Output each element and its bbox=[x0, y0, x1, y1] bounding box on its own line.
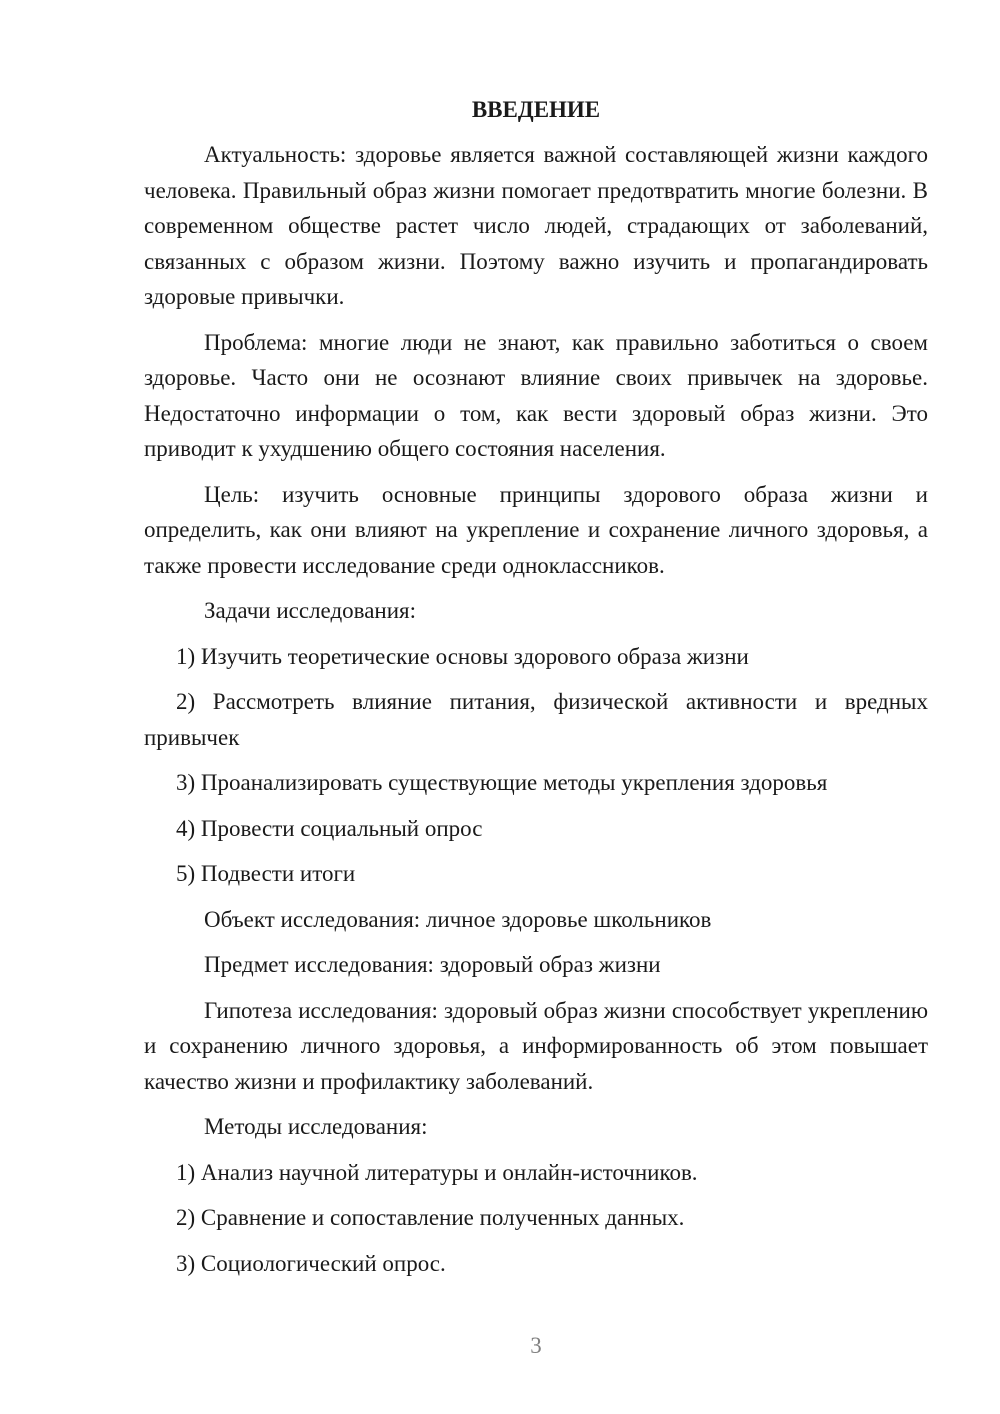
page-content bbox=[144, 92, 928, 1291]
methods-heading: Методы исследования: bbox=[204, 1114, 428, 1139]
hypothesis-paragraph: Гипотеза исследования: здоровый образ жизни способствует укреплению и сохранению личного здоровья, а информированность об этом повышает качество жизни и профилактику заболеваний. bbox=[144, 997, 928, 1094]
method-item: 1) Анализ научной литературы и онлайн-источников. bbox=[176, 1159, 698, 1185]
research-object: Объект исследования: личное здоровье школьников bbox=[204, 906, 712, 932]
problem-paragraph: Проблема: многие люди не знают, как правильно заботиться о своем здоровье. Часто они не осознают влияние своих привычек на здоровье. Недостаточно информации о том, как вести здоровый образ жизни. Это приводит к ухудшению общего состояния населения. bbox=[144, 329, 928, 461]
task-item: 3) Проанализировать существующие методы укрепления здоровья bbox=[176, 770, 828, 795]
research-subject: Предмет исследования: здоровый образ жизни bbox=[204, 952, 661, 977]
relevance-paragraph: Актуальность: здоровье является важной составляющей жизни каждого человека. Правильный образ жизни помогает предотвратить многие болезни. В современном обществе растет число людей, страдающих от заболеваний, связанных с образом жизни. Поэтому важно изучить и пропагандировать здоровые привычки. bbox=[144, 142, 928, 309]
section-title: ВВЕДЕНИЕ bbox=[471, 97, 601, 122]
method-item: 2) Сравнение и сопоставление полученных данных. bbox=[176, 1205, 685, 1230]
tasks-heading: Задачи исследования: bbox=[204, 598, 417, 623]
task-item: 5) Подвести итоги bbox=[176, 861, 356, 886]
method-item: 3) Социологический опрос. bbox=[176, 1250, 446, 1276]
task-item: 2) Рассмотреть влияние питания, физической активности и вредных привычек bbox=[144, 689, 928, 750]
task-item: 1) Изучить теоретические основы здорового образа жизни bbox=[176, 643, 749, 669]
goal-paragraph: Цель: изучить основные принципы здорового образа жизни и определить, как они влияют на укрепление и сохранение личного здоровья, а также провести исследование среди одноклассников. bbox=[144, 481, 928, 578]
page-number: 3 bbox=[530, 1333, 542, 1358]
task-item: 4) Провести социальный опрос bbox=[176, 815, 483, 841]
